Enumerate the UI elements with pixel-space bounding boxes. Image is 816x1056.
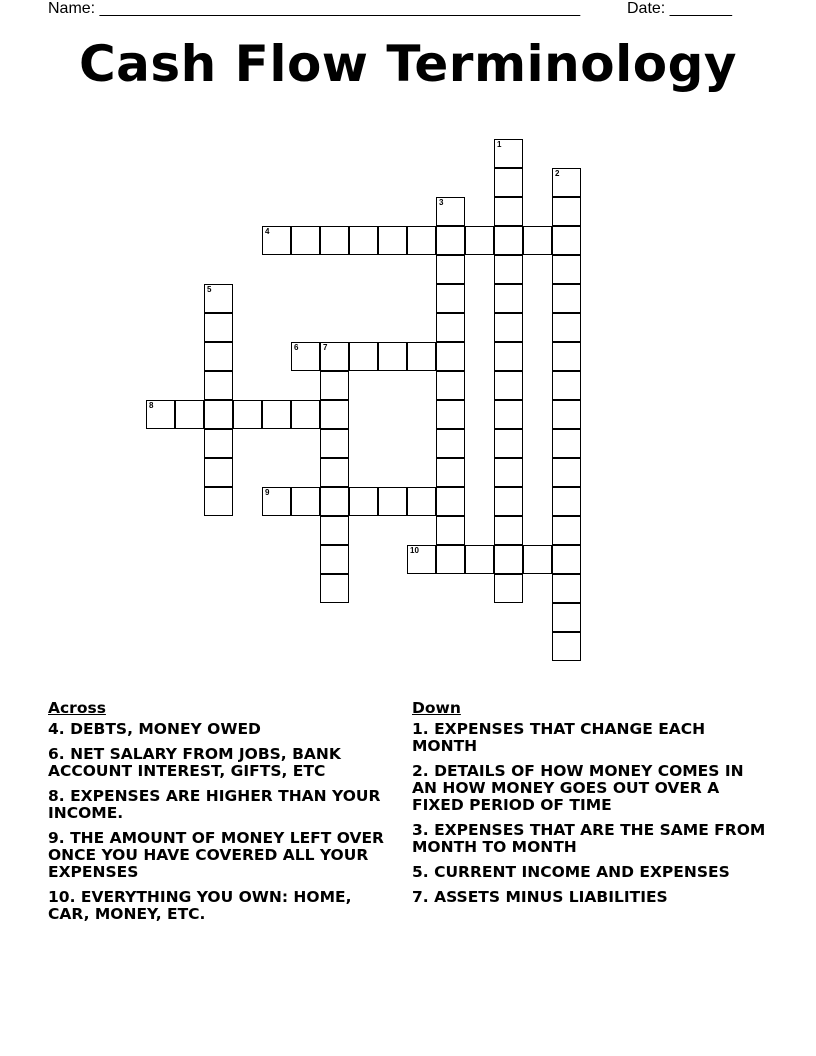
grid-cell[interactable] bbox=[436, 429, 465, 458]
grid-cell[interactable] bbox=[436, 226, 465, 255]
grid-cell[interactable] bbox=[320, 487, 349, 516]
grid-cell[interactable] bbox=[204, 284, 233, 313]
grid-cell[interactable] bbox=[494, 168, 523, 197]
grid-cell[interactable] bbox=[494, 516, 523, 545]
grid-cell[interactable] bbox=[233, 400, 262, 429]
grid-cell[interactable] bbox=[262, 400, 291, 429]
grid-cell[interactable] bbox=[436, 255, 465, 284]
grid-cell[interactable] bbox=[494, 487, 523, 516]
clue-down-5: 5. CURRENT INCOME AND EXPENSES bbox=[412, 863, 730, 881]
grid-cell[interactable] bbox=[204, 313, 233, 342]
grid-cell[interactable] bbox=[320, 371, 349, 400]
across-clues bbox=[48, 700, 393, 931]
grid-cell[interactable] bbox=[494, 545, 523, 574]
grid-cell[interactable] bbox=[494, 197, 523, 226]
grid-cell[interactable] bbox=[552, 168, 581, 197]
grid-cell[interactable] bbox=[494, 313, 523, 342]
grid-cell[interactable] bbox=[291, 400, 320, 429]
grid-cell[interactable] bbox=[552, 313, 581, 342]
grid-cell[interactable] bbox=[436, 400, 465, 429]
grid-cell[interactable] bbox=[494, 226, 523, 255]
grid-cell[interactable] bbox=[407, 226, 436, 255]
grid-cell[interactable] bbox=[146, 400, 175, 429]
clue-down-2: 2. DETAILS OF HOW MONEY COMES IN AN HOW MONEY GOES OUT OVER A FIXED PERIOD OF TIME bbox=[412, 762, 744, 814]
clue-across-8: 8. EXPENSES ARE HIGHER THAN YOUR INCOME. bbox=[48, 787, 381, 822]
grid-cell[interactable] bbox=[494, 458, 523, 487]
clue-down-7: 7. ASSETS MINUS LIABILITIES bbox=[412, 888, 668, 906]
grid-cell[interactable] bbox=[552, 487, 581, 516]
grid-cell[interactable] bbox=[320, 516, 349, 545]
grid-cell[interactable] bbox=[494, 429, 523, 458]
grid-cell[interactable] bbox=[494, 284, 523, 313]
clue-across-9: 9. THE AMOUNT OF MONEY LEFT OVER ONCE YOU HAVE COVERED ALL YOUR EXPENSES bbox=[48, 829, 384, 881]
grid-cell[interactable] bbox=[262, 487, 291, 516]
grid-cell[interactable] bbox=[494, 139, 523, 168]
grid-cell[interactable] bbox=[320, 226, 349, 255]
grid-cell[interactable] bbox=[494, 371, 523, 400]
grid-cell[interactable] bbox=[175, 400, 204, 429]
clue-down-1: 1. EXPENSES THAT CHANGE EACH MONTH bbox=[412, 720, 706, 755]
grid-cell[interactable] bbox=[436, 487, 465, 516]
grid-cell[interactable] bbox=[407, 545, 436, 574]
grid-cell[interactable] bbox=[378, 487, 407, 516]
grid-cell[interactable] bbox=[436, 516, 465, 545]
date-field-label: Date: _______ bbox=[627, 0, 732, 17]
grid-cell[interactable] bbox=[465, 545, 494, 574]
grid-cell[interactable] bbox=[552, 516, 581, 545]
grid-cell[interactable] bbox=[552, 545, 581, 574]
grid-cell[interactable] bbox=[552, 342, 581, 371]
cell-number: 10 bbox=[410, 546, 419, 555]
grid-cell[interactable] bbox=[291, 487, 320, 516]
grid-cell[interactable] bbox=[494, 342, 523, 371]
grid-cell[interactable] bbox=[552, 255, 581, 284]
grid-cell[interactable] bbox=[523, 545, 552, 574]
clue-down-3: 3. EXPENSES THAT ARE THE SAME FROM MONTH TO MONTH bbox=[412, 821, 766, 856]
grid-cell[interactable] bbox=[552, 226, 581, 255]
grid-cell[interactable] bbox=[552, 603, 581, 632]
grid-cell[interactable] bbox=[552, 284, 581, 313]
cell-number: 3 bbox=[439, 198, 444, 207]
grid-cell[interactable] bbox=[320, 400, 349, 429]
grid-cell[interactable] bbox=[204, 371, 233, 400]
grid-cell[interactable] bbox=[436, 197, 465, 226]
grid-cell[interactable] bbox=[407, 487, 436, 516]
page-title: Cash Flow Terminology bbox=[78, 35, 738, 93]
grid-cell[interactable] bbox=[552, 458, 581, 487]
grid-cell[interactable] bbox=[436, 458, 465, 487]
cell-number: 7 bbox=[323, 343, 328, 352]
grid-cell[interactable] bbox=[407, 342, 436, 371]
grid-cell[interactable] bbox=[494, 255, 523, 284]
name-field-label: Name: ______________________________________________________ bbox=[48, 0, 581, 17]
grid-cell[interactable] bbox=[204, 458, 233, 487]
down-heading: Down bbox=[412, 699, 461, 717]
cell-number: 5 bbox=[207, 285, 212, 294]
cell-number: 9 bbox=[265, 488, 270, 497]
grid-cell[interactable] bbox=[436, 313, 465, 342]
grid-cell[interactable] bbox=[320, 342, 349, 371]
grid-cell[interactable] bbox=[262, 226, 291, 255]
grid-cell[interactable] bbox=[378, 342, 407, 371]
grid-cell[interactable] bbox=[552, 574, 581, 603]
grid-cell[interactable] bbox=[349, 487, 378, 516]
grid-cell[interactable] bbox=[349, 342, 378, 371]
down-clues bbox=[412, 700, 772, 914]
grid-cell[interactable] bbox=[552, 400, 581, 429]
grid-cell[interactable] bbox=[204, 400, 233, 429]
cell-number: 6 bbox=[294, 343, 299, 352]
grid-cell[interactable] bbox=[552, 197, 581, 226]
clue-across-4: 4. DEBTS, MONEY OWED bbox=[48, 720, 261, 738]
grid-cell[interactable] bbox=[494, 574, 523, 603]
grid-cell[interactable] bbox=[436, 284, 465, 313]
grid-cell[interactable] bbox=[436, 342, 465, 371]
cell-number: 2 bbox=[555, 169, 560, 178]
cell-number: 1 bbox=[497, 140, 502, 149]
grid-cell[interactable] bbox=[204, 342, 233, 371]
grid-cell[interactable] bbox=[349, 226, 378, 255]
cell-number: 4 bbox=[265, 227, 270, 236]
grid-cell[interactable] bbox=[552, 371, 581, 400]
grid-cell[interactable] bbox=[291, 226, 320, 255]
grid-cell[interactable] bbox=[494, 400, 523, 429]
grid-cell[interactable] bbox=[320, 545, 349, 574]
grid-cell[interactable] bbox=[436, 545, 465, 574]
clue-across-6: 6. NET SALARY FROM JOBS, BANK ACCOUNT INTEREST, GIFTS, ETC bbox=[48, 745, 341, 780]
grid-cell[interactable] bbox=[320, 458, 349, 487]
grid-cell[interactable] bbox=[320, 429, 349, 458]
grid-cell[interactable] bbox=[436, 371, 465, 400]
grid-cell[interactable] bbox=[378, 226, 407, 255]
grid-cell[interactable] bbox=[523, 226, 552, 255]
grid-cell[interactable] bbox=[552, 429, 581, 458]
clue-across-10: 10. EVERYTHING YOU OWN: HOME, CAR, MONEY, ETC. bbox=[48, 888, 352, 923]
grid-cell[interactable] bbox=[204, 429, 233, 458]
grid-cell[interactable] bbox=[291, 342, 320, 371]
grid-cell[interactable] bbox=[465, 226, 494, 255]
cell-number: 8 bbox=[149, 401, 154, 410]
grid-cell[interactable] bbox=[552, 632, 581, 661]
across-heading: Across bbox=[48, 699, 106, 717]
grid-cell[interactable] bbox=[320, 574, 349, 603]
grid-cell[interactable] bbox=[204, 487, 233, 516]
